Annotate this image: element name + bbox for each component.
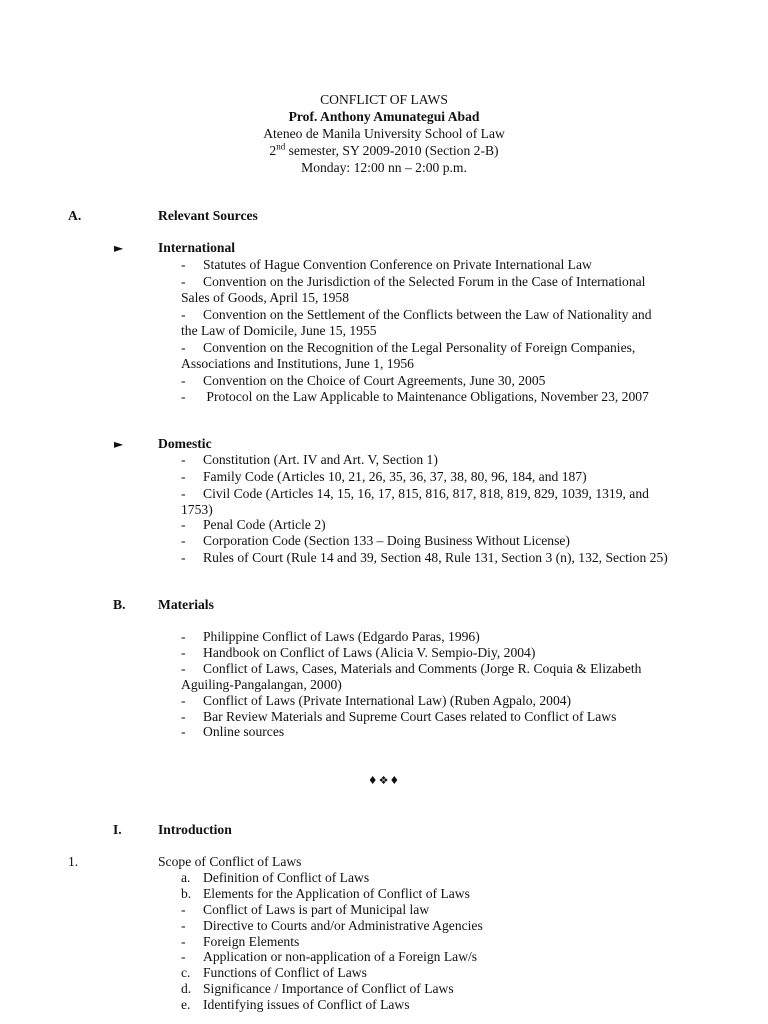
dash-icon: - bbox=[181, 645, 186, 660]
list-marker: b. bbox=[181, 886, 192, 901]
semester-number: 2 bbox=[269, 143, 277, 158]
international-label: International bbox=[158, 240, 236, 255]
list-marker: c. bbox=[181, 965, 191, 980]
list-item: - Conflict of Laws is part of Municipal law bbox=[181, 902, 430, 917]
dash-icon: - bbox=[181, 257, 186, 272]
class-schedule: Monday: 12:00 nn – 2:00 p.m. bbox=[301, 160, 467, 175]
dash-icon: - bbox=[181, 629, 186, 644]
dash-icon: - bbox=[181, 389, 186, 404]
section-a-title: Relevant Sources bbox=[158, 208, 258, 223]
section-i-numeral: I. bbox=[113, 822, 122, 837]
section-b-title: Materials bbox=[158, 597, 214, 612]
dash-icon: - bbox=[181, 709, 186, 724]
list-item: - Constitution (Art. IV and Art. V, Section 1) bbox=[181, 452, 438, 467]
dash-icon: - bbox=[181, 307, 186, 322]
list-item: e. Identifying issues of Conflict of Laws bbox=[181, 997, 410, 1012]
list-item: - Handbook on Conflict of Laws (Alicia V. Sempio-Diy, 2004) bbox=[181, 645, 536, 660]
dash-icon: - bbox=[181, 486, 186, 501]
domestic-label: Domestic bbox=[158, 436, 212, 451]
list-item: - Corporation Code (Section 133 – Doing Business Without License) bbox=[181, 533, 570, 548]
school-name: Ateneo de Manila University School of Law bbox=[263, 126, 505, 141]
list-item: - Convention on the Settlement of the Conflicts between the Law of Nationality and the Law of Domicile, June 15, 1955 bbox=[181, 307, 652, 338]
dash-icon: - bbox=[181, 918, 186, 933]
dash-icon: - bbox=[181, 949, 186, 964]
semester-line bbox=[0, 143, 768, 159]
dash-icon: - bbox=[181, 340, 186, 355]
list-item: b. Elements for the Application of Conflict of Laws bbox=[181, 886, 470, 901]
dash-icon: - bbox=[181, 274, 186, 289]
list-marker: a. bbox=[181, 870, 191, 885]
semester-text: semester, SY 2009-2010 (Section 2-B) bbox=[285, 143, 499, 158]
list-item: - Conflict of Laws, Cases, Materials and Comments (Jorge R. Coquia & Elizabeth Aguiling-Pangalangan, 2000) bbox=[181, 661, 642, 692]
list-item: - Directive to Courts and/or Administrative Agencies bbox=[181, 918, 483, 933]
list-item: - Protocol on the Law Applicable to Maintenance Obligations, November 23, 2007 bbox=[181, 389, 649, 404]
section-b-letter: B. bbox=[113, 597, 126, 612]
arrow-right-triangle-icon: ► bbox=[114, 241, 124, 255]
dash-icon: - bbox=[181, 452, 186, 467]
list-item: a. Definition of Conflict of Laws bbox=[181, 870, 370, 885]
dash-icon: - bbox=[181, 517, 186, 532]
list-item: - Statutes of Hague Convention Conference on Private International Law bbox=[181, 257, 592, 272]
list-item: - Online sources bbox=[181, 724, 285, 739]
list-marker: e. bbox=[181, 997, 191, 1012]
dash-icon: - bbox=[181, 934, 186, 949]
list-item: - Penal Code (Article 2) bbox=[181, 517, 326, 532]
list-item: c. Functions of Conflict of Laws bbox=[181, 965, 367, 980]
list-item: - Conflict of Laws (Private International Law) (Ruben Agpalo, 2004) bbox=[181, 693, 572, 708]
dash-icon: - bbox=[181, 693, 186, 708]
dash-icon: - bbox=[181, 661, 186, 676]
professor-name: Prof. Anthony Amunategui Abad bbox=[288, 109, 480, 124]
dash-icon: - bbox=[181, 373, 186, 388]
topic-title: Scope of Conflict of Laws bbox=[158, 854, 302, 869]
list-marker: d. bbox=[181, 981, 192, 996]
section-a-letter: A. bbox=[68, 208, 82, 223]
list-item: - Foreign Elements bbox=[181, 934, 300, 949]
list-item: d. Significance / Importance of Conflict of Laws bbox=[181, 981, 454, 996]
list-item: - Convention on the Jurisdiction of the Selected Forum in the Case of International Sales of Goods, April 15, 1958 bbox=[181, 274, 646, 305]
dash-icon: - bbox=[181, 724, 186, 739]
list-item: - Convention on the Choice of Court Agreements, June 30, 2005 bbox=[181, 373, 546, 388]
list-item: - Rules of Court (Rule 14 and 39, Section 48, Rule 131, Section 3 (n), 132, Section 25) bbox=[181, 550, 668, 565]
semester-suffix: nd bbox=[276, 141, 286, 152]
document-title: CONFLICT OF LAWS bbox=[320, 92, 448, 107]
list-item: - Bar Review Materials and Supreme Court Cases related to Conflict of Laws bbox=[181, 709, 617, 724]
dash-icon: - bbox=[181, 469, 186, 484]
dash-icon: - bbox=[181, 533, 186, 548]
diamond-divider-icon: ♦❖♦ bbox=[367, 774, 401, 787]
list-item: - Civil Code (Articles 14, 15, 16, 17, 815, 816, 817, 818, 819, 829, 1039, 1319, and 1753) bbox=[181, 486, 649, 517]
section-i-title: Introduction bbox=[158, 822, 232, 837]
list-item: - Convention on the Recognition of the Legal Personality of Foreign Companies, Associations and Institutions, June 1, 1956 bbox=[181, 340, 636, 371]
dash-icon: - bbox=[181, 902, 186, 917]
list-item: - Application or non-application of a Foreign Law/s bbox=[181, 949, 478, 964]
dash-icon: - bbox=[181, 550, 186, 565]
topic-number: 1. bbox=[68, 854, 79, 869]
list-item: - Philippine Conflict of Laws (Edgardo Paras, 1996) bbox=[181, 629, 480, 644]
arrow-right-triangle-icon: ► bbox=[114, 437, 124, 451]
list-item: - Family Code (Articles 10, 21, 26, 35, 36, 37, 38, 80, 96, 184, and 187) bbox=[181, 469, 587, 484]
